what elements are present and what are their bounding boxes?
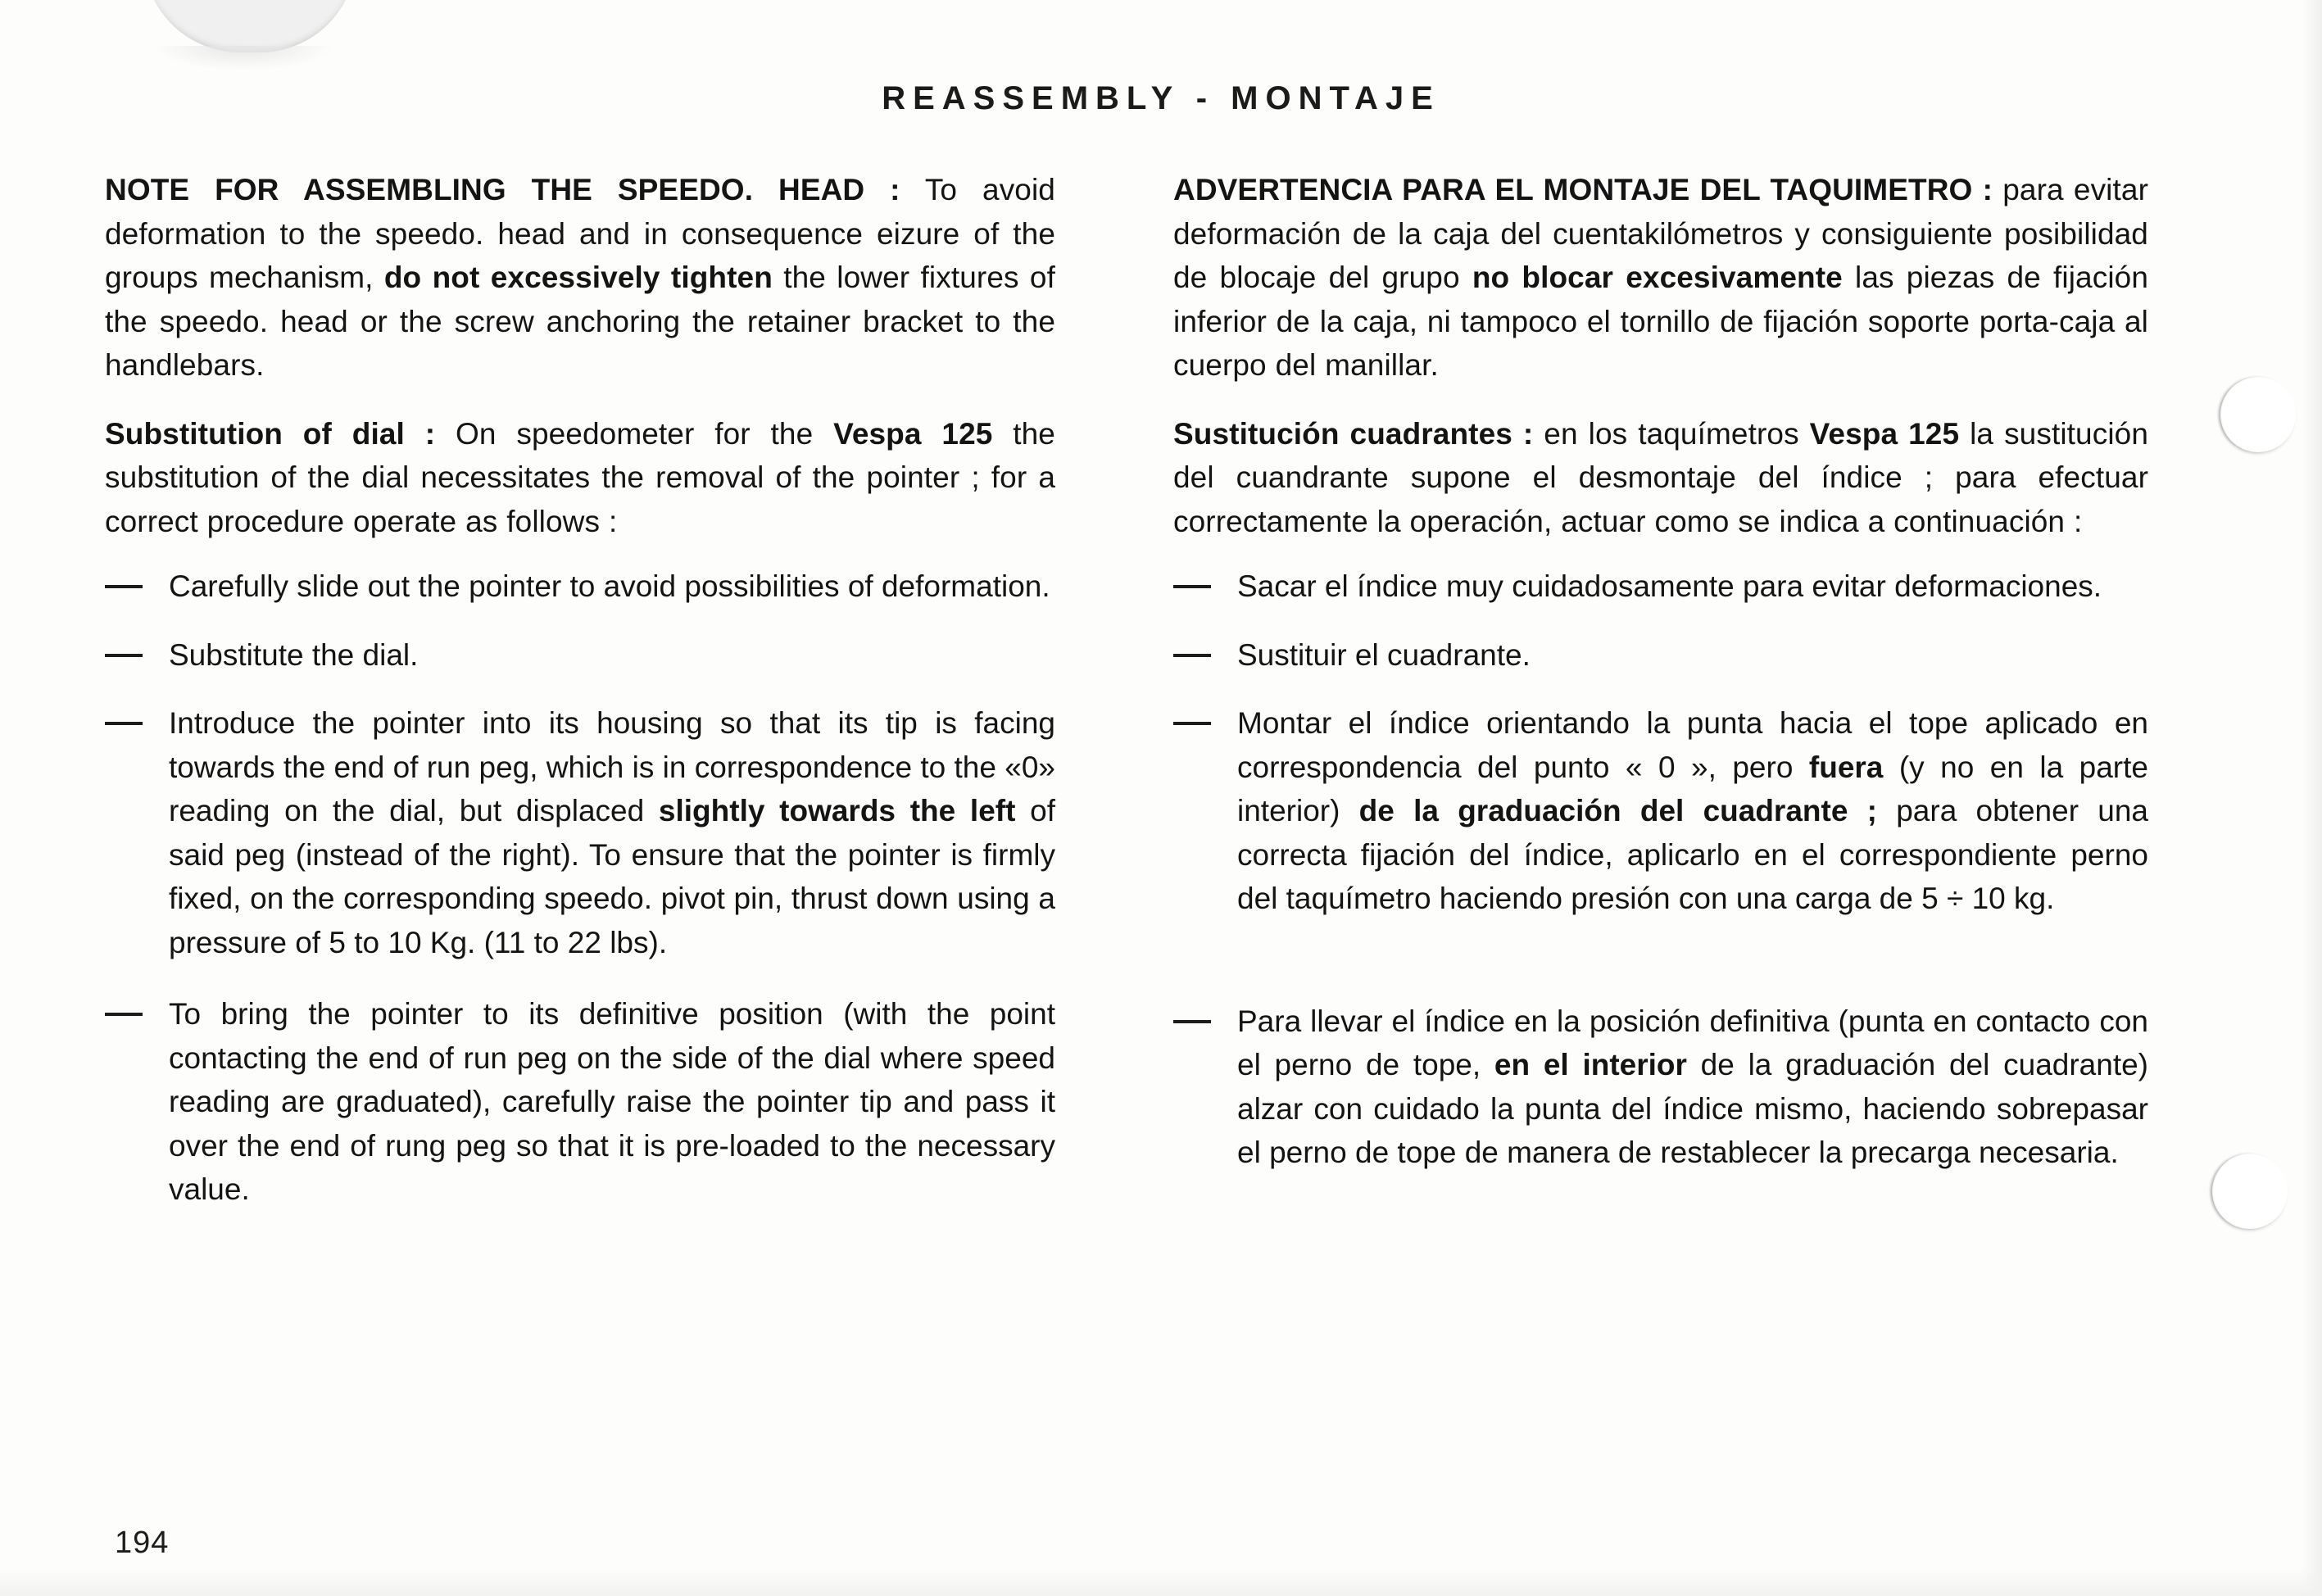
list-item-text-part2: of said peg (instead of the right). To ensure that the pointer is firmly fixed, on the corresponding speedo. pivot pin, thrust down using a pressure of 5 to 10 Kg. (11 to 22 lbs). xyxy=(169,794,1056,959)
em-dash-bullet-icon xyxy=(105,585,143,588)
note-emphasis-english: do not excessively tighten xyxy=(383,261,773,294)
list-item-text-part3: para obtener una correcta fijación del índice, aplicarlo en el correspondiente perno del taquímetro haciendo presión con una carga de 5 ÷ 10 kg. xyxy=(1237,794,2149,915)
running-head: REASSEMBLY - MONTAJE xyxy=(882,80,1440,116)
list-item-text-part2: (y no en la parte interior) xyxy=(1237,750,2148,827)
punch-hole-icon xyxy=(2220,377,2296,452)
em-dash-bullet-icon xyxy=(1173,722,1211,725)
paragraph-substitution-spanish xyxy=(1173,412,2148,544)
substitution-model-spanish: Vespa 125 xyxy=(1809,416,1960,451)
em-dash-bullet-icon xyxy=(1173,654,1211,657)
note-body-part2-english: the lower fixtures of the speedo. head or the screw anchoring the retainer bracket to the handlebars. xyxy=(105,261,1055,382)
paper-tear-shadow-artifact xyxy=(156,46,332,70)
note-heading-english: NOTE FOR ASSEMBLING THE SPEEDO. HEAD : xyxy=(105,173,900,206)
list-item xyxy=(105,701,1055,964)
list-item xyxy=(105,564,1055,609)
note-emphasis-spanish: no blocar excesivamente xyxy=(1472,261,1843,294)
list-item xyxy=(105,992,1055,1212)
list-item xyxy=(1173,701,2148,921)
list-item xyxy=(1173,633,2148,678)
substitution-body-part1-english: On speedometer for the xyxy=(435,416,834,451)
em-dash-bullet-icon xyxy=(105,654,143,657)
list-item-emphasis: slightly towards the left xyxy=(658,794,1016,827)
list-item-text-part1: Para llevar el índice en la posición definitiva (punta en contacto con el perno de tope, xyxy=(1237,1004,2148,1081)
page-edge-shading xyxy=(0,1568,2322,1596)
substitution-body-part2-english: the substitution of the dial necessitates the removal of the pointer ; for a correct procedure operate as follows : xyxy=(105,416,1055,538)
column-english xyxy=(105,168,1055,1212)
substitution-model-english: Vespa 125 xyxy=(833,416,993,451)
column-spanish xyxy=(1173,168,2148,1175)
substitution-heading-spanish: Sustitución cuadrantes : xyxy=(1173,416,1534,451)
paper-tear-smudge-artifact xyxy=(143,0,356,52)
list-item-text: To bring the pointer to its definitive position (with the point contacting the end of run peg on the side of the dial where speed reading are graduated), carefully raise the pointer tip and pass it over the end of rung peg so that it is pre-loaded to the necessary value. xyxy=(169,997,1055,1206)
list-item-text: Sustituir el cuadrante. xyxy=(1237,637,1531,672)
em-dash-bullet-icon xyxy=(105,722,143,725)
note-body-part1-english: To avoid deformation to the speedo. head and in consequence eizure of the groups mechanism, xyxy=(105,173,1055,294)
list-item-text-part2: de la graduación del cuadrante) alzar con cuidado la punta del índice mismo, haciendo sobrepasar el perno de tope de manera de restablecer la precarga necesaria. xyxy=(1237,1048,2149,1169)
list-item-text-part1: Introduce the pointer into its housing so that its tip is facing towards the end of run peg, which is in correspondence to the «0» reading on the dial, but displaced xyxy=(169,706,1055,827)
procedure-list-english xyxy=(105,564,1055,1212)
note-body-part2-spanish: las piezas de fijación inferior de la caja, ni tampoco el tornillo de fijación soporte porta-caja al cuerpo del manillar. xyxy=(1173,261,2149,382)
procedure-list-spanish xyxy=(1173,564,2148,1175)
list-item xyxy=(105,633,1055,678)
list-item-emphasis: en el interior xyxy=(1494,1048,1687,1081)
paragraph-note-spanish xyxy=(1173,168,2148,388)
page-edge-shading xyxy=(2301,0,2322,1596)
list-item xyxy=(1173,1000,2148,1175)
list-item-text: Substitute the dial. xyxy=(169,637,419,672)
list-item-emphasis-2: de la graduación del cuadrante ; xyxy=(1358,794,1877,827)
list-item-text-part1: Montar el índice orientando la punta hacia el tope aplicado en correspondencia del punto « 0 », pero xyxy=(1237,706,2148,784)
note-body-part1-spanish: para evitar deformación de la caja del cuentakilómetros y consiguiente posibilidad de blocaje del grupo xyxy=(1173,173,2148,294)
paragraph-note-english xyxy=(105,168,1055,388)
punch-hole-icon xyxy=(2212,1154,2288,1229)
list-item-text: Carefully slide out the pointer to avoid possibilities of deformation. xyxy=(169,569,1050,603)
list-item-emphasis-1: fuera xyxy=(1808,750,1884,784)
page-number: 194 xyxy=(115,1526,170,1560)
substitution-body-part1-spanish: en los taquímetros xyxy=(1533,416,1810,451)
list-item xyxy=(1173,564,2148,609)
list-item-text: Sacar el índice muy cuidadosamente para evitar deformaciones. xyxy=(1237,569,2102,603)
em-dash-bullet-icon xyxy=(1173,585,1211,588)
substitution-heading-english: Substitution of dial : xyxy=(105,416,436,451)
paragraph-substitution-english xyxy=(105,412,1055,544)
em-dash-bullet-icon xyxy=(1173,1020,1211,1023)
em-dash-bullet-icon xyxy=(105,1013,143,1016)
substitution-body-part2-spanish: la sustitución del cuandrante supone el desmontaje del índice ; para efectuar correctamente la operación, actuar como se indica a continuación : xyxy=(1173,416,2148,538)
note-heading-spanish: ADVERTENCIA PARA EL MONTAJE DEL TAQUIMETRO : xyxy=(1173,173,1993,206)
